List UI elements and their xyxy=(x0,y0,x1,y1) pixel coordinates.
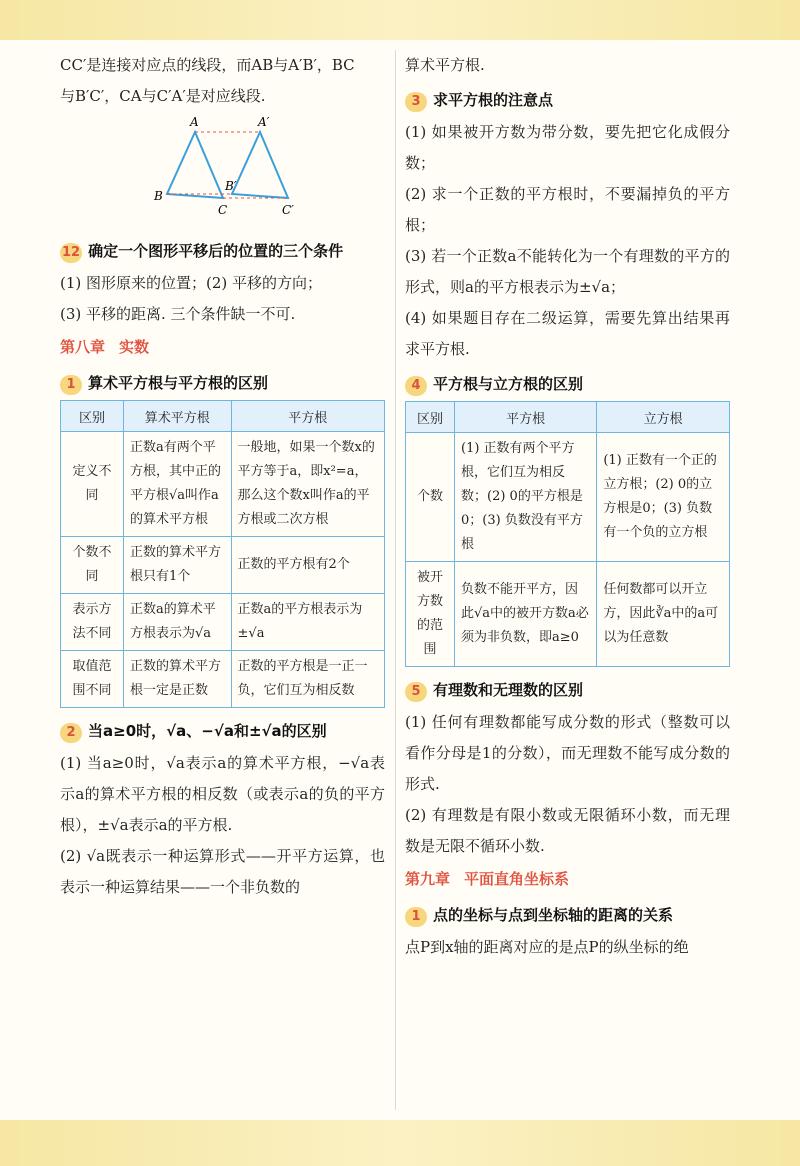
table-header-row xyxy=(61,401,385,432)
table-row xyxy=(61,651,385,708)
label-b-prime: B′ xyxy=(225,179,237,193)
top-decor-band xyxy=(0,0,800,40)
chapter-name: 实数 xyxy=(119,338,150,356)
table-cell: 正数的平方根是一正一负，它们互为相反数 xyxy=(231,651,384,708)
label-a-prime: A′ xyxy=(258,115,270,129)
section-3-heading xyxy=(405,85,730,115)
section-4-heading xyxy=(405,369,730,399)
intro-line-2: 与B′C′，CA与C′A′是对应线段. xyxy=(60,87,266,105)
section-2-heading xyxy=(60,716,385,746)
section-number-badge: 3 xyxy=(405,92,427,112)
row-header: 个数 xyxy=(406,433,455,562)
triangle-a-prime xyxy=(232,132,288,198)
section-title: 求平方根的注意点 xyxy=(433,91,554,109)
row-header: 定义不同 xyxy=(61,432,124,537)
section-5-heading xyxy=(405,675,730,705)
section-number-badge: 5 xyxy=(405,682,427,702)
section-number-badge: 1 xyxy=(60,375,82,395)
label-c: C xyxy=(218,203,228,217)
table-cell: 正数a的平方根表示为±√a xyxy=(231,594,384,651)
section-number-badge: 4 xyxy=(405,376,427,396)
table-row xyxy=(61,537,385,594)
header-cell: 区别 xyxy=(406,402,455,433)
sec5-paragraph-2: (2) 有理数是有限小数或无限循环小数，而无理数是无限不循环小数. xyxy=(405,806,730,855)
section-number-badge: 1 xyxy=(405,907,427,927)
table-cell: 正数a有两个平方根，其中正的平方根√a叫作a的算术平方根 xyxy=(124,432,232,537)
section-title: 确定一个图形平移后的位置的三个条件 xyxy=(88,242,344,260)
section-12-heading xyxy=(60,236,385,266)
sec12-line-2: (3) 平移的距离. 三个条件缺一不可. xyxy=(60,305,296,323)
section-number-badge: 2 xyxy=(60,723,82,743)
label-c-prime: C′ xyxy=(282,203,294,217)
sec5-paragraph-1: (1) 任何有理数都能写成分数的形式（整数可以看作分母是1的分数），而无理数不能写成分数的形式. xyxy=(405,713,730,793)
table-cell: 正数的算术平方根只有1个 xyxy=(124,537,232,594)
table-row xyxy=(61,432,385,537)
table-cell: 正数的算术平方根一定是正数 xyxy=(124,651,232,708)
section-title: 平方根与立方根的区别 xyxy=(433,375,584,393)
row-header: 被开方数的范围 xyxy=(406,562,455,667)
sec3-paragraph-4: (4) 如果题目存在二级运算，需要先算出结果再求平方根. xyxy=(405,309,730,358)
row-header: 取值范围不同 xyxy=(61,651,124,708)
section-title: 点的坐标与点到坐标轴的距离的关系 xyxy=(433,906,674,924)
chapter-8-heading xyxy=(60,330,385,364)
table-row xyxy=(61,594,385,651)
chapter-9-heading xyxy=(405,862,730,896)
header-cell: 立方根 xyxy=(597,402,730,433)
sqrt-comparison-table xyxy=(60,400,385,708)
section-title: 当a≥0时，√a、−√a和±√a的区别 xyxy=(88,722,327,740)
table-cell: 正数的平方根有2个 xyxy=(231,537,384,594)
translation-figure xyxy=(60,112,385,232)
chapter-label: 第八章 xyxy=(60,338,106,356)
section-1-heading xyxy=(60,368,385,398)
row-header: 个数不同 xyxy=(61,537,124,594)
right-column xyxy=(405,50,730,963)
header-cell: 平方根 xyxy=(231,401,384,432)
square-cube-root-table xyxy=(405,401,730,667)
chapter-label: 第九章 xyxy=(405,870,451,888)
sec2-paragraph-2: (2) √a既表示一种运算形式——开平方运算，也表示一种运算结果——一个非负数的 xyxy=(60,847,385,896)
table-cell: 任何数都可以开立方，因此∛a中的a可以为任意数 xyxy=(597,562,730,667)
sec2-paragraph-1: (1) 当a≥0时，√a表示a的算术平方根，−√a表示a的算术平方根的相反数（或表示a的负的平方根），±√a表示a的平方根. xyxy=(60,754,385,834)
header-cell: 平方根 xyxy=(455,402,597,433)
table-row xyxy=(406,433,730,562)
sec12-line-1: (1) 图形原来的位置；(2) 平移的方向； xyxy=(60,274,323,292)
section-title: 有理数和无理数的区别 xyxy=(433,681,584,699)
triangle-abc xyxy=(167,132,223,198)
table-cell: (1) 正数有两个平方根，它们互为相反数；(2) 0的平方根是0；(3) 负数没有平方根 xyxy=(455,433,597,562)
label-b: B xyxy=(154,189,163,203)
section-number-badge: 12 xyxy=(60,243,82,263)
sec3-paragraph-1: (1) 如果被开方数为带分数，要先把它化成假分数； xyxy=(405,123,730,172)
section-title: 算术平方根与平方根的区别 xyxy=(88,374,269,392)
sec3-paragraph-2: (2) 求一个正数的平方根时，不要漏掉负的平方根； xyxy=(405,185,730,234)
table-row xyxy=(406,562,730,667)
table-cell: (1) 正数有一个正的立方根；(2) 0的立方根是0；(3) 负数有一个负的立方根 xyxy=(597,433,730,562)
table-cell: 一般地，如果一个数x的平方等于a，即x²=a，那么这个数x叫作a的平方根或二次方根 xyxy=(231,432,384,537)
sec3-paragraph-3: (3) 若一个正数a不能转化为一个有理数的平方的形式，则a的平方根表示为±√a； xyxy=(405,247,730,296)
table-header-row xyxy=(406,402,730,433)
bottom-decor-band xyxy=(0,1120,800,1166)
row-header: 表示方法不同 xyxy=(61,594,124,651)
table-cell: 负数不能开平方，因此√a中的被开方数a必须为非负数，即a≥0 xyxy=(455,562,597,667)
section-9-1-heading xyxy=(405,900,730,930)
sec9-1-paragraph: 点P到x轴的距离对应的是点P的纵坐标的绝 xyxy=(405,938,689,956)
intro-line-1: CC′是连接对应点的线段，而AB与A′B′，BC xyxy=(60,56,355,74)
triangle-translation-diagram xyxy=(60,112,385,232)
table-cell: 正数a的算术平方根表示为√a xyxy=(124,594,232,651)
column-divider xyxy=(395,50,396,1110)
continuation-text: 算术平方根. xyxy=(405,56,485,74)
header-cell: 区别 xyxy=(61,401,124,432)
header-cell: 算术平方根 xyxy=(124,401,232,432)
chapter-name: 平面直角坐标系 xyxy=(464,870,570,888)
label-a: A xyxy=(190,115,199,129)
left-column xyxy=(60,50,385,903)
